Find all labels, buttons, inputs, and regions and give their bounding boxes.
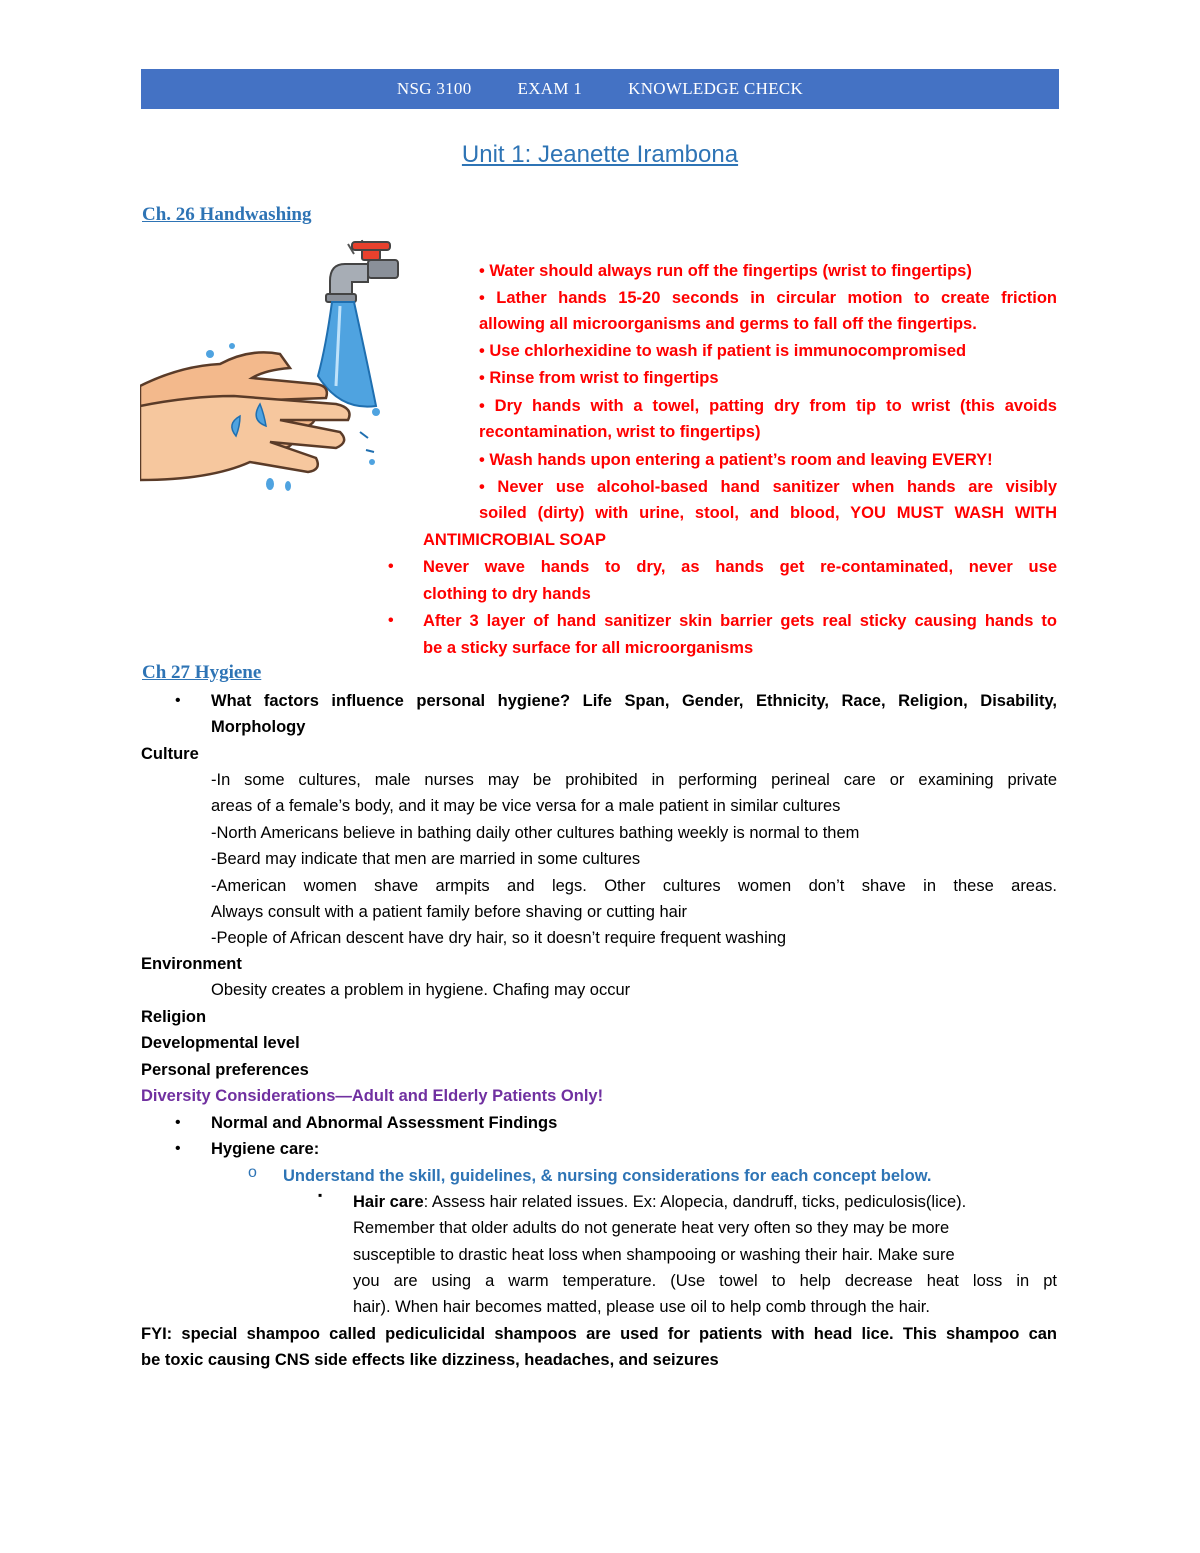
religion-label: Religion xyxy=(141,1008,207,1026)
circle-bullet-icon: o xyxy=(248,1164,257,1181)
handwashing-faucet-icon xyxy=(140,236,400,496)
understand-line: Understand the skill, guidelines, & nursing considerations for each concept below. xyxy=(283,1167,932,1185)
ch26-heading: Ch. 26 Handwashing xyxy=(142,204,312,225)
culture-line: -North Americans believe in bathing daily other cultures bathing weekly is normal to them xyxy=(211,824,860,842)
ch26-line: • Water should always run off the fingertips (wrist to fingertips) xyxy=(479,262,972,280)
ch26-line: ANTIMICROBIAL SOAP xyxy=(423,531,607,549)
ch26-line: • Use chlorhexidine to wash if patient is immunocompromised xyxy=(479,342,967,360)
hair-care-text: : Assess hair related issues. Ex: Alopecia, dandruff, ticks, pediculosis(lice). xyxy=(423,1193,967,1211)
bullet-dot-icon: • xyxy=(175,1114,181,1131)
hair-care-label: Hair care xyxy=(353,1193,424,1211)
ch26-line: • Lather hands 15-20 seconds in circular motion to create friction xyxy=(479,289,1057,307)
ch26-line: • Never use alcohol-based hand sanitizer when hands are visibly xyxy=(479,478,1057,496)
diversity-heading: Diversity Considerations—Adult and Elderly Patients Only! xyxy=(141,1087,604,1105)
ch26-line: allowing all microorganisms and germs to fall off the fingertips. xyxy=(479,315,977,333)
hair-care-line: you are using a warm temperature. (Use towel to help decrease heat loss in pt xyxy=(353,1272,1057,1290)
culture-line: -Beard may indicate that men are married in some cultures xyxy=(211,850,641,868)
culture-line: Always consult with a patient family before shaving or cutting hair xyxy=(211,903,687,921)
header-check: KNOWLEDGE CHECK xyxy=(628,79,804,98)
document-title: Unit 1: Jeanette Irambona xyxy=(461,141,739,168)
header-exam: EXAM 1 xyxy=(517,79,583,98)
ch26-line: • Rinse from wrist to fingertips xyxy=(479,369,719,387)
square-bullet-icon: ▪ xyxy=(318,1188,323,1202)
hair-care-line: hair). When hair becomes matted, please use oil to help comb through the hair. xyxy=(353,1298,930,1316)
environment-label: Environment xyxy=(141,955,242,973)
diversity-item: Hygiene care: xyxy=(211,1140,320,1158)
ch27-heading: Ch 27 Hygiene xyxy=(142,662,262,683)
ch26-list-item: clothing to dry hands xyxy=(423,585,591,603)
culture-line: areas of a female’s body, and it may be vice versa for a male patient in similar cultures xyxy=(211,797,841,815)
hair-care-line xyxy=(353,1189,966,1215)
hair-care-line: susceptible to drastic heat loss when shampooing or washing their hair. Make sure xyxy=(353,1246,955,1264)
diversity-item: Normal and Abnormal Assessment Findings xyxy=(211,1114,558,1132)
culture-line: -In some cultures, male nurses may be prohibited in performing perineal care or examining private xyxy=(211,771,1057,789)
header-course: NSG 3100 xyxy=(396,79,472,98)
ch26-list-item: After 3 layer of hand sanitizer skin barrier gets real sticky causing hands to xyxy=(423,612,1057,630)
ch26-line: recontamination, wrist to fingertips) xyxy=(479,423,761,441)
culture-label: Culture xyxy=(141,745,199,763)
bullet-dot-icon: • xyxy=(175,1140,181,1157)
ch26-line: • Wash hands upon entering a patient’s room and leaving EVERY! xyxy=(479,451,993,469)
ch26-line: soiled (dirty) with urine, stool, and blood, YOU MUST WASH WITH xyxy=(479,504,1057,522)
ch26-list-item: be a sticky surface for all microorganisms xyxy=(423,639,754,657)
fyi-line: be toxic causing CNS side effects like dizziness, headaches, and seizures xyxy=(141,1351,719,1369)
developmental-label: Developmental level xyxy=(141,1034,300,1052)
ch26-line: • Dry hands with a towel, patting dry from tip to wrist (this avoids xyxy=(479,397,1057,415)
preferences-label: Personal preferences xyxy=(141,1061,309,1079)
culture-line: -People of African descent have dry hair, so it doesn’t require frequent washing xyxy=(211,929,787,947)
bullet-dot-icon: • xyxy=(388,558,394,575)
culture-line: -American women shave armpits and legs. Other cultures women don’t shave in these areas. xyxy=(211,877,1057,895)
factors-line: What factors influence personal hygiene? Life Span, Gender, Ethnicity, Race, Religion, Disability, xyxy=(211,692,1057,710)
ch26-list-item: Never wave hands to dry, as hands get re-contaminated, never use xyxy=(423,558,1057,576)
header-bar xyxy=(141,69,1059,109)
environment-text: Obesity creates a problem in hygiene. Chafing may occur xyxy=(211,981,631,999)
bullet-dot-icon: • xyxy=(175,692,181,709)
bullet-dot-icon: • xyxy=(388,612,394,629)
hair-care-line: Remember that older adults do not generate heat very often so they may be more xyxy=(353,1219,950,1237)
factors-line: Morphology xyxy=(211,718,306,736)
fyi-line: FYI: special shampoo called pediculicidal shampoos are used for patients with head lice. This shampoo can xyxy=(141,1325,1057,1343)
